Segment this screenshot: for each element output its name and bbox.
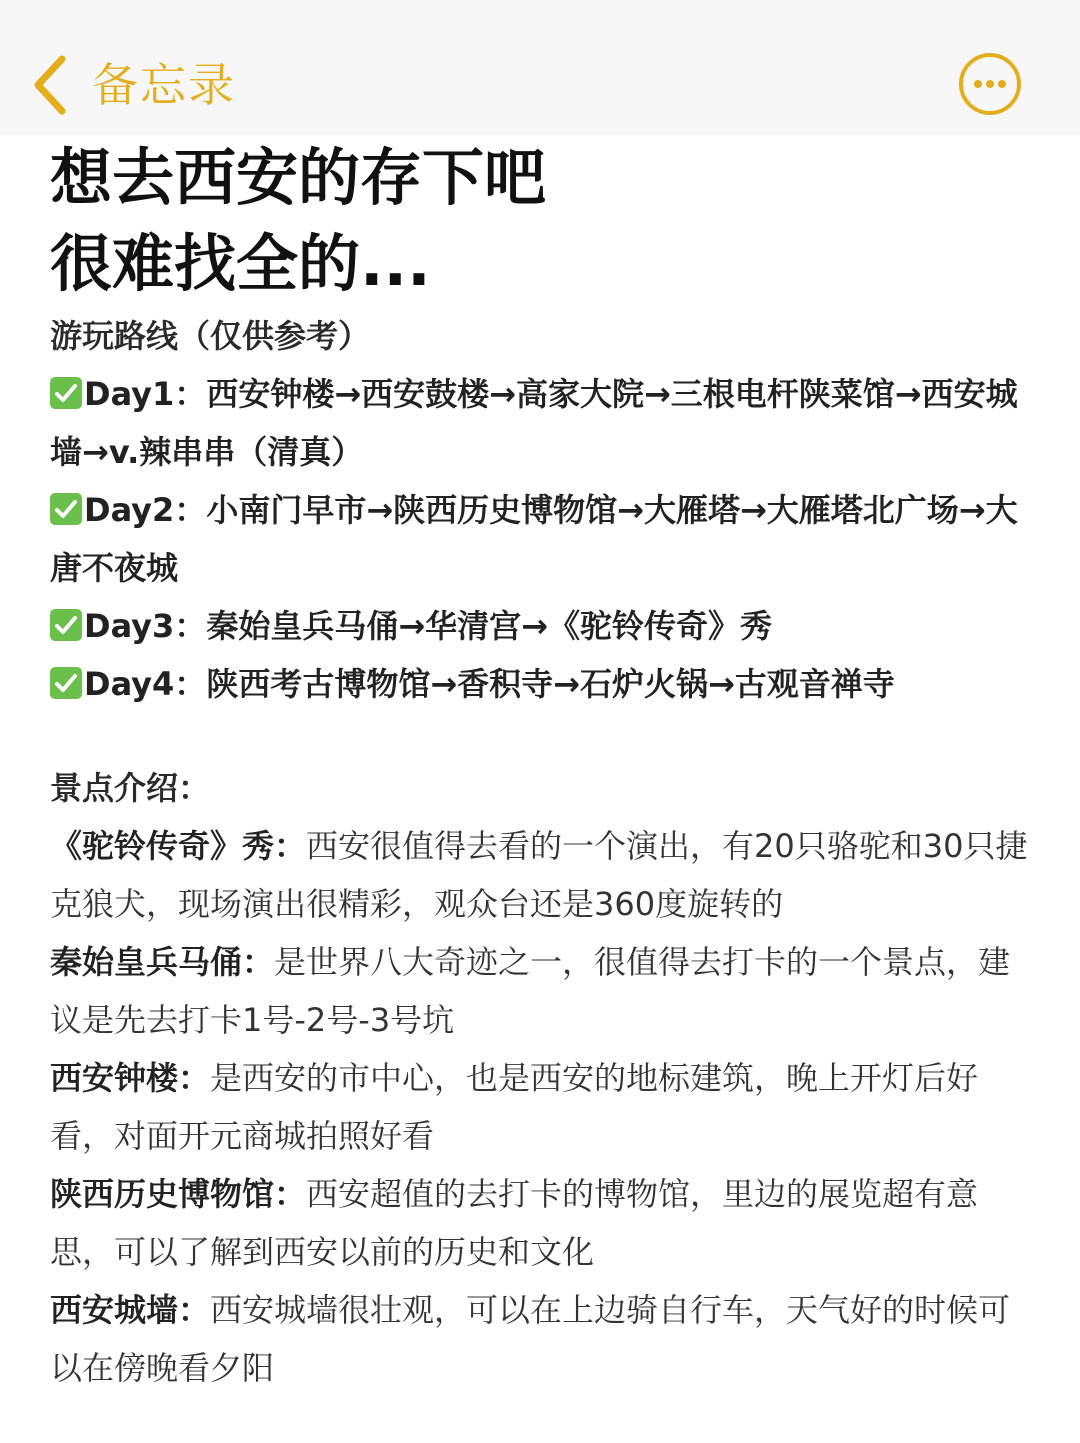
navigation-bar bbox=[0, 0, 1080, 135]
route-day-2 bbox=[50, 481, 1040, 597]
intro-item bbox=[50, 817, 1040, 933]
route-day-label: Day2： bbox=[84, 491, 207, 529]
route-day-label: Day1： bbox=[84, 375, 207, 413]
title-line: 想去西安的存下吧 bbox=[50, 141, 547, 214]
route-day-text: 陕西考古博物馆→香积寺→石炉火锅→古观音禅寺 bbox=[206, 665, 895, 703]
route-day-text: 小南门早市→陕西历史博物馆→大雁塔→大雁塔北广场→大唐不夜城 bbox=[50, 491, 1018, 587]
intro-heading: 景点介绍： bbox=[50, 769, 211, 807]
route-day-text: 秦始皇兵马俑→华清宫→《驼铃传奇》秀 bbox=[206, 607, 772, 645]
intro-item-text: 西安超值的去打卡的博物馆，里边的展览超有意思，可以了解到西安以前的历史和文化 bbox=[50, 1175, 979, 1271]
title-line: 很难找全的... bbox=[50, 227, 431, 300]
route-day-3 bbox=[50, 597, 1040, 655]
route-heading: 游玩路线（仅供参考） bbox=[50, 317, 371, 355]
note-title bbox=[50, 135, 1040, 307]
section-spacer bbox=[50, 713, 1040, 759]
intro-item-name: 秦始皇兵马俑： bbox=[50, 943, 275, 981]
more-options-button[interactable] bbox=[958, 52, 1022, 116]
ellipsis-icon bbox=[958, 52, 1022, 116]
intro-item-name: 西安城墙： bbox=[50, 1291, 211, 1329]
route-day-label: Day4： bbox=[84, 665, 207, 703]
intro-item-name: 陕西历史博物馆： bbox=[50, 1175, 307, 1213]
intro-item-name: 《驼铃传奇》秀： bbox=[50, 827, 307, 865]
chevron-left-icon bbox=[30, 52, 70, 118]
route-day-text: 西安钟楼→西安鼓楼→高家大院→三根电杆陕菜馆→西安城墙→v.辣串串（清真） bbox=[50, 375, 1018, 471]
intro-item bbox=[50, 1281, 1040, 1397]
route-day-label: Day3： bbox=[84, 607, 207, 645]
intro-item bbox=[50, 1165, 1040, 1281]
note-content bbox=[50, 135, 1040, 1397]
intro-item bbox=[50, 933, 1040, 1049]
intro-item-text: 西安城墙很壮观，可以在上边骑自行车，天气好的时候可以在傍晚看夕阳 bbox=[50, 1291, 1011, 1387]
check-mark-icon bbox=[50, 377, 82, 409]
route-day-1 bbox=[50, 365, 1040, 481]
check-mark-icon bbox=[50, 667, 82, 699]
check-mark-icon bbox=[50, 493, 82, 525]
intro-item-text: 西安很值得去看的一个演出，有20只骆驼和30只捷克狼犬，现场演出很精彩，观众台还是360度旋转的 bbox=[50, 827, 1028, 923]
back-button[interactable] bbox=[30, 52, 236, 118]
intro-item-text: 是世界八大奇迹之一，很值得去打卡的一个景点，建议是先去打卡1号-2号-3号坑 bbox=[50, 943, 1011, 1039]
intro-item bbox=[50, 1049, 1040, 1165]
intro-item-name: 西安钟楼： bbox=[50, 1059, 211, 1097]
route-day-4 bbox=[50, 655, 1040, 713]
check-mark-icon bbox=[50, 609, 82, 641]
back-label: 备忘录 bbox=[92, 58, 236, 112]
intro-item-text: 是西安的市中心，也是西安的地标建筑，晚上开灯后好看，对面开元商城拍照好看 bbox=[50, 1059, 979, 1155]
